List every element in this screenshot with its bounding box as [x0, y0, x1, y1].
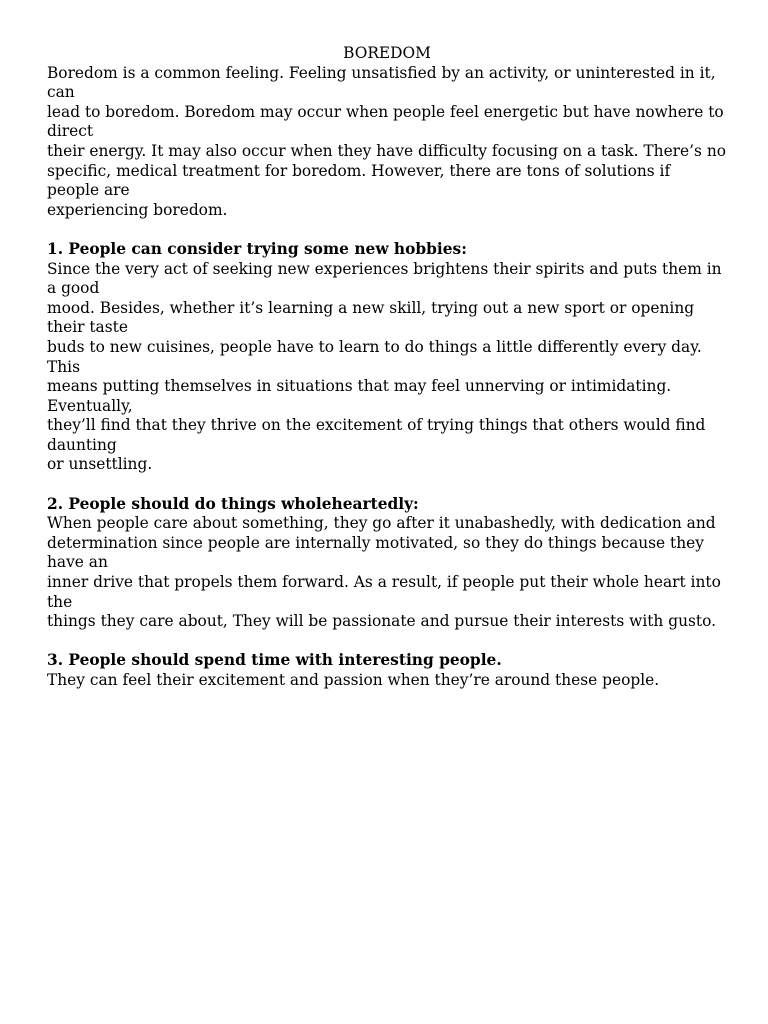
section-interesting-people [47, 651, 727, 690]
document-page [47, 44, 727, 691]
section-body: When people care about something, they go after it unabashedly, with dedication and determination since people are internally motivated, so they do things because they have an inner drive that propels them forward. As a result, if people put their whole heart into the things they care about, They will be passionate and pursue their interests with gusto. [47, 514, 721, 631]
section-body: Since the very act of seeking new experiences brightens their spirits and puts them in a good mood. Besides, whether it’s learning a new skill, trying out a new sport or opening their taste buds to new cuisines, people have to learn to do things a little differently every day. This means putting themselves in situations that may feel unnerving or intimidating. Eventually, they’ll find that they thrive on the excitement of trying things that others would find daunting or unsettling. [47, 259, 722, 474]
section-hobbies [47, 240, 727, 475]
document-title: BOREDOM [343, 44, 431, 62]
section-heading: 2. People should do things wholeheartedly: [47, 494, 419, 513]
section-wholeheartedly [47, 495, 727, 632]
section-heading: 3. People should spend time with interesting people. [47, 651, 502, 670]
section-heading: 1. People can consider trying some new hobbies: [47, 239, 467, 258]
section-body: They can feel their excitement and passion when they’re around these people. [47, 671, 660, 689]
intro-paragraph: Boredom is a common feeling. Feeling unsatisfied by an activity, or uninterested in it, can lead to boredom. Boredom may occur when people feel energetic but have nowhere to direct their energy. It may also occur when they have difficulty focusing on a task. There’s no specific, medical treatment for boredom. However, there are tons of solutions if people are experiencing boredom. [47, 63, 727, 219]
